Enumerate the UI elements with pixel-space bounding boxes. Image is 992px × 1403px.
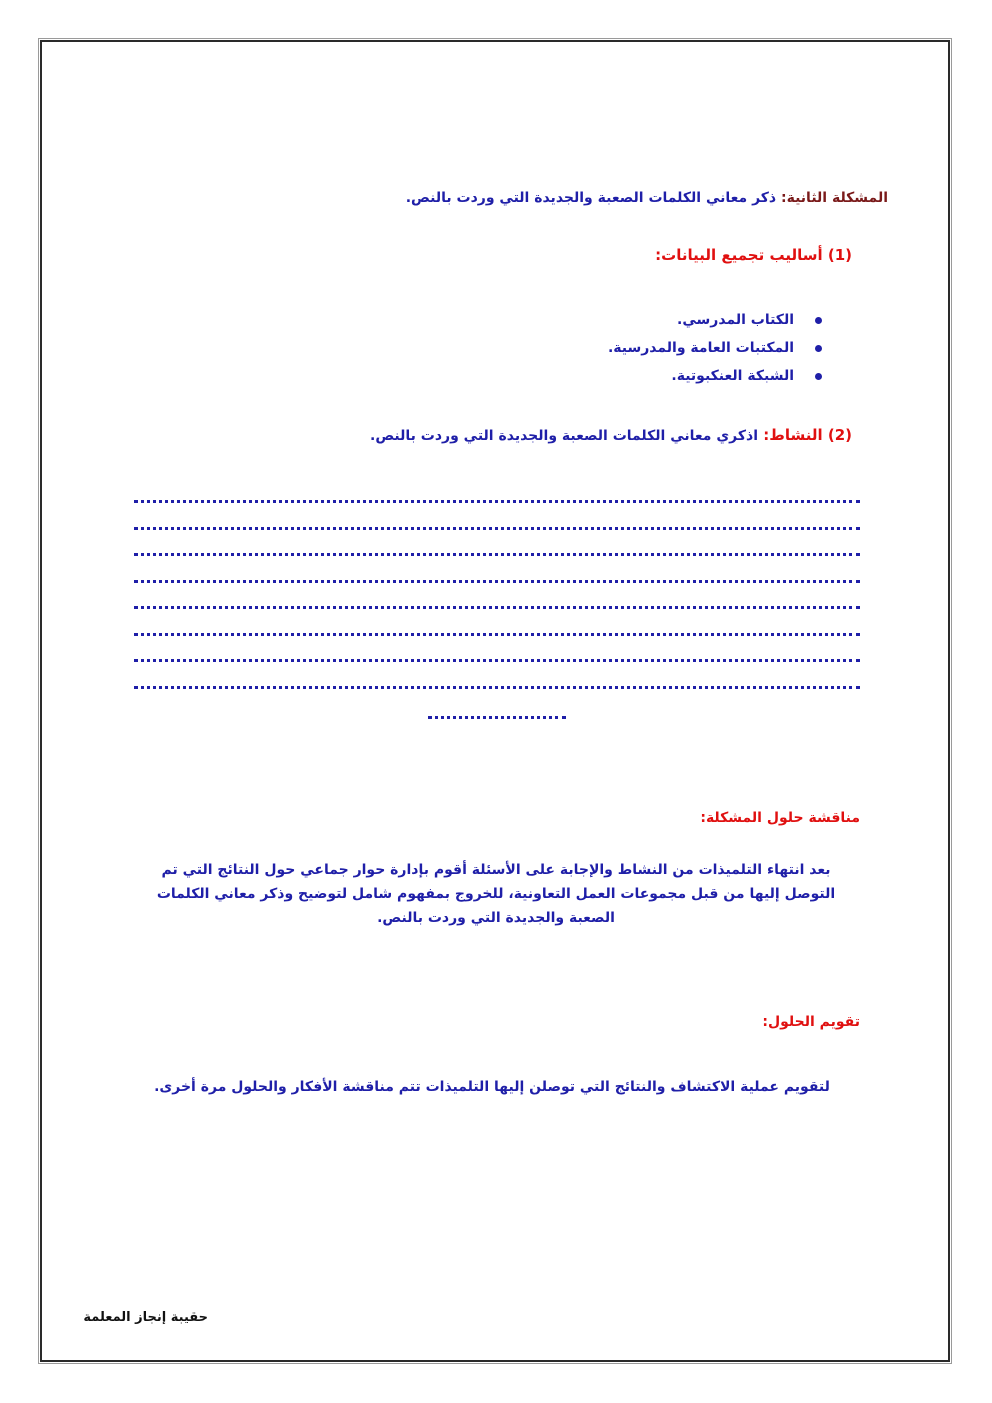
bullet-icon bbox=[815, 317, 822, 324]
answer-line bbox=[134, 686, 860, 689]
problem-text: ذكر معاني الكلمات الصعبة والجديدة التي وردت بالنص. bbox=[405, 190, 777, 206]
bullet-icon bbox=[815, 345, 822, 352]
answer-line bbox=[134, 606, 860, 609]
list-item-label: الكتاب المدرسي. bbox=[677, 312, 794, 328]
answer-line bbox=[134, 580, 860, 583]
discussion-heading: مناقشة حلول المشكلة: bbox=[700, 810, 860, 826]
list-item bbox=[608, 362, 822, 390]
answer-line bbox=[134, 500, 860, 503]
discussion-paragraph: بعد انتهاء التلميذات من النشاط والإجابة على الأسئلة أقوم بإدارة حوار جماعي حول النتائج التي تم التوصل إليها من قبل مجموعات العمل التعاونية، للخروج بمفهوم شامل لتوضيح وذكر معاني الكلمات الصعبة والجديدة التي وردت بالنص. bbox=[156, 862, 836, 926]
bullet-icon bbox=[815, 373, 822, 380]
list-item bbox=[608, 306, 822, 334]
list-item-label: المكتبات العامة والمدرسية. bbox=[607, 340, 794, 356]
activity-text: اذكري معاني الكلمات الصعبة والجديدة التي وردت بالنص. bbox=[370, 428, 759, 444]
methods-heading: (1) أساليب تجميع البيانات: bbox=[655, 246, 852, 264]
page-border bbox=[40, 40, 950, 1362]
answer-line bbox=[134, 553, 860, 556]
problem-label: المشكلة الثانية: bbox=[781, 190, 888, 206]
list-item bbox=[608, 334, 822, 362]
answer-line-short bbox=[428, 716, 566, 719]
footer-label: حقيبة إنجاز المعلمة bbox=[83, 1310, 208, 1325]
evaluation-paragraph: لتقويم عملية الاكتشاف والنتائج التي توصلن إليها التلميذات تتم مناقشة الأفكار والحلول مرة أخرى. bbox=[154, 1079, 830, 1095]
list-item-label: الشبكة العنكبوتية. bbox=[671, 368, 794, 384]
activity-label: (2) النشاط: bbox=[763, 426, 852, 444]
activity-heading bbox=[370, 426, 852, 444]
problem-heading bbox=[406, 190, 888, 206]
answer-line bbox=[134, 633, 860, 636]
answer-line bbox=[134, 527, 860, 530]
methods-list bbox=[608, 306, 822, 390]
evaluation-heading: تقويم الحلول: bbox=[762, 1014, 860, 1030]
answer-line bbox=[134, 659, 860, 662]
